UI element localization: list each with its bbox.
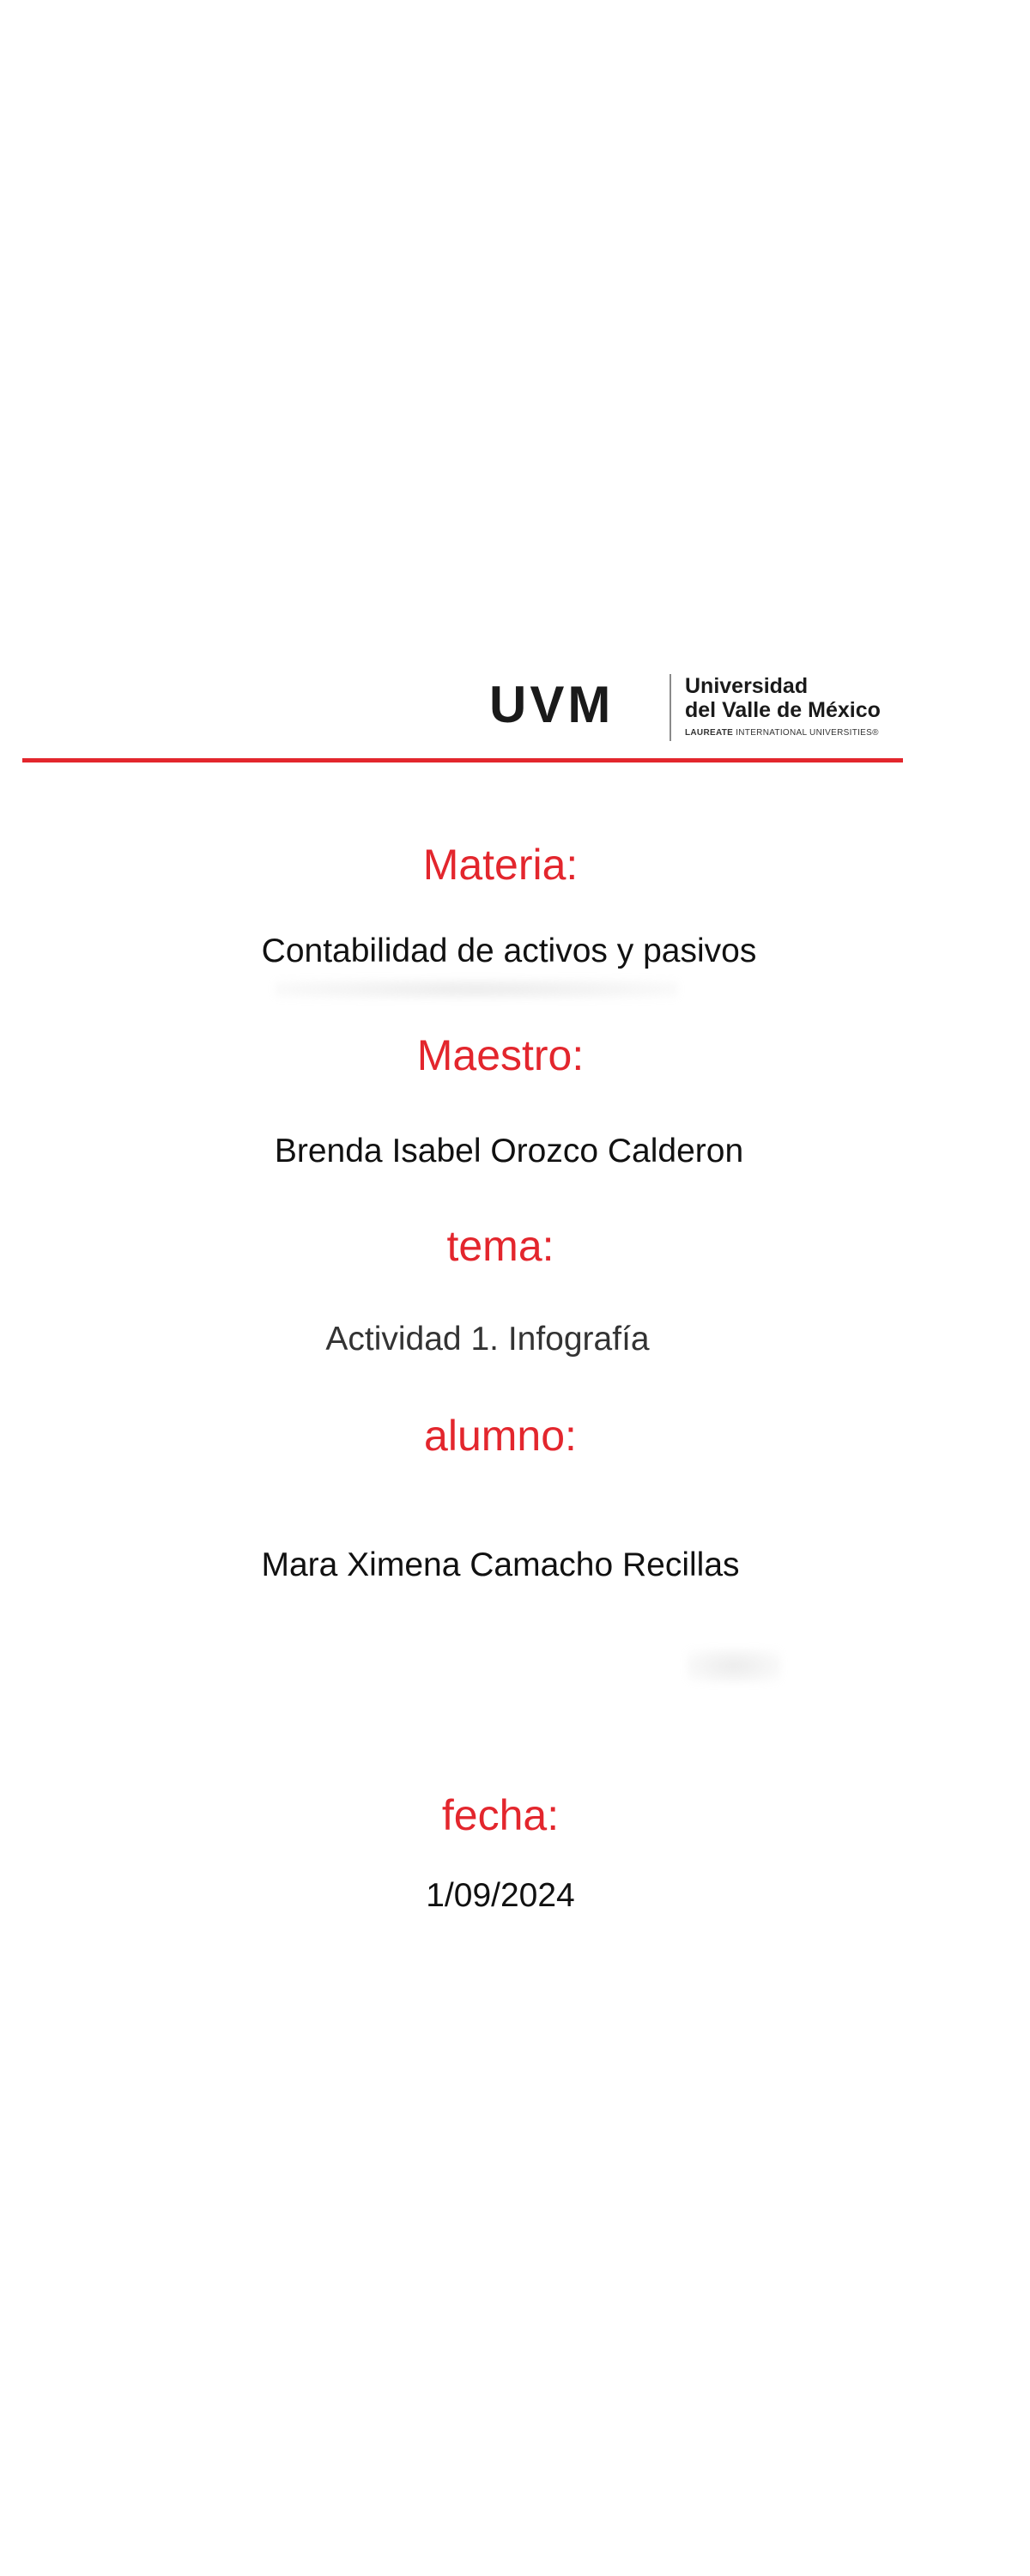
university-tagline: [685, 728, 879, 738]
logo-divider: [670, 674, 671, 741]
uvm-logo: [489, 674, 901, 743]
smudge-mark: [687, 1649, 781, 1683]
tagline-bold: LAUREATE: [685, 728, 734, 738]
university-name-line1: Universidad: [685, 674, 809, 698]
alumno-value: Mara Ximena Camacho Recillas: [261, 1546, 740, 1583]
smudge-mark: [275, 979, 678, 999]
tema-label: tema:: [446, 1222, 554, 1270]
materia-label: Materia:: [422, 841, 579, 889]
maestro-label: Maestro:: [416, 1031, 585, 1079]
header-rule: [22, 758, 903, 762]
fecha-label: fecha:: [441, 1791, 560, 1839]
logo-mark: UVM: [489, 676, 615, 733]
materia-value: Contabilidad de activos y pasivos: [261, 933, 757, 969]
university-name-line2: del Valle de México: [685, 698, 881, 722]
fecha-value: 1/09/2024: [426, 1877, 575, 1914]
tema-value: Actividad 1. Infografía: [325, 1321, 650, 1358]
tagline-rest: INTERNATIONAL UNIVERSITIES®: [733, 728, 879, 738]
maestro-value: Brenda Isabel Orozco Calderon: [274, 1133, 744, 1170]
university-name: [685, 674, 881, 722]
alumno-label: alumno:: [424, 1412, 577, 1460]
